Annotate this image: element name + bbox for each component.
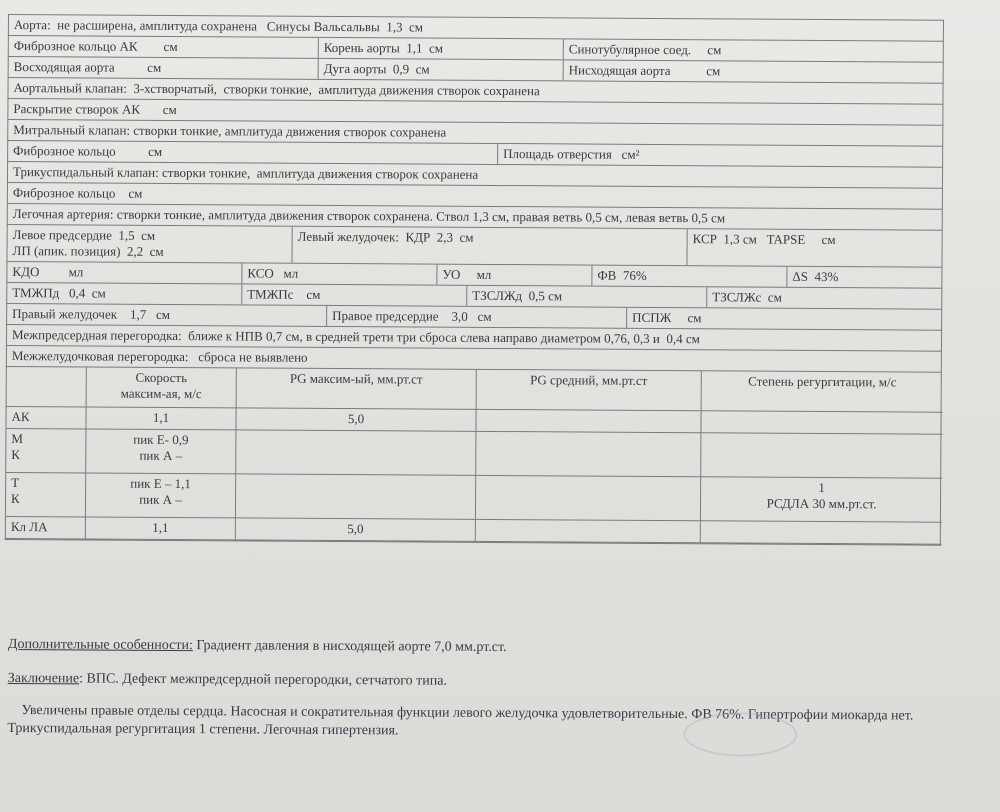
- tricuspid-valve: Трикуспидальный клапан: створки тонкие, амплитуда движения створок сохранена: [12, 164, 479, 182]
- ak-opening: Раскрытие створок АК см: [13, 101, 177, 118]
- extra-features: [8, 636, 968, 660]
- table-cell: [701, 411, 942, 434]
- echo-form: [5, 14, 944, 546]
- table-cell: 5,0: [236, 518, 476, 541]
- left-ventricle: Левый желудочек: КДР 2,3 см: [292, 227, 687, 265]
- asc-aorta: Восходящая аорта см: [9, 57, 319, 79]
- extra-text: Градиент давления в нисходящей аорте 7,0 мм.рт.ст.: [192, 638, 507, 656]
- table-cell: пик Е – 1,1 пик А –: [86, 473, 236, 518]
- row-la: [6, 225, 942, 268]
- conclusion-text: : ВПС. Дефект межпредсердной перегородки, сетчатого типа.: [79, 671, 447, 689]
- table-cell: [236, 430, 476, 475]
- right-atrium: Правое предсердие 3,0 см: [327, 306, 627, 328]
- mv-area: Площадь отверстия см²: [503, 146, 640, 162]
- table-header-cell: [7, 367, 87, 407]
- kdo: КДО мл: [7, 262, 242, 283]
- doppler-table: [5, 367, 942, 546]
- tmzhpd: ТМЖПд 0,4 см: [7, 283, 242, 304]
- stamp: [683, 712, 797, 757]
- table-cell: [476, 476, 701, 521]
- aortic-root: Корень аорты 1,1 см: [319, 38, 564, 59]
- aortic-arch: Дуга аорты 0,9 см: [319, 59, 564, 80]
- aorta-text: Аорта: не расширена, амплитуда сохранена Синусы Вальсальвы 1,3 см: [13, 17, 424, 35]
- interventricular-septum: Межжелудочковая перегородка: сброса не выявлено: [11, 348, 308, 365]
- uo: УО мл: [437, 265, 592, 286]
- left-atrium: [7, 225, 292, 263]
- conclusion-label: Заключение: [7, 670, 80, 687]
- la-apical: ЛП (апик. позиция) 2,2 см: [12, 243, 164, 259]
- table-cell: [236, 474, 476, 519]
- pspzh: ПСПЖ см: [632, 309, 702, 326]
- fib-ak: Фиброзное кольцо АК см: [9, 36, 319, 58]
- tv-fibrous-ring: Фиброзное кольцо см: [12, 185, 143, 201]
- table-cell: 1 РСДЛА 30 мм.рт.ст.: [701, 477, 942, 522]
- table-cell: Кл ЛА: [6, 517, 86, 539]
- table-cell: [701, 433, 942, 478]
- la-size: Левое предсердие 1,5 см: [12, 227, 156, 243]
- tmzhps: ТМЖПс см: [242, 284, 467, 305]
- desc-aorta: Нисходящая аорта см: [568, 62, 721, 79]
- kso: КСО мл: [242, 263, 437, 284]
- aortic-valve: Аортальный клапан: 3-хстворчатый, створки тонкие, амплитуда движения створок сохранена: [13, 80, 540, 99]
- extra-label: Дополнительные особенности:: [7, 637, 193, 654]
- ksr-tapse: КСР 1,3 см TAPSE см: [692, 231, 836, 248]
- stj: Синотубулярное соед. см: [568, 41, 722, 58]
- tzsld: ТЗСЛЖд 0,5 см: [467, 286, 707, 307]
- table-cell: [476, 410, 701, 433]
- conclusion: [8, 670, 968, 694]
- table-header-cell: PG средний, мм.рт.ст: [477, 370, 702, 411]
- mitral-valve: Митральный клапан: створки тонкие, амплитуда движения створок сохранена: [13, 122, 447, 140]
- right-ventricle: Правый желудочек 1,7 см: [7, 304, 327, 326]
- table-cell: АК: [6, 407, 86, 429]
- fv: ФВ 76%: [592, 266, 787, 287]
- delta-s: ΔS 43%: [792, 268, 839, 285]
- table-cell: пик Е- 0,9 пик А –: [86, 429, 236, 474]
- summary: Увеличены правые отделы сердца. Насосная и сократительная функции левого желудочка удовлетворительные. ФВ 76%. Гипертрофии миокарда нет. Трикуспидальная регургитация 1 степени. Легочная гипертензия.: [7, 703, 914, 739]
- notes: [7, 636, 968, 744]
- mv-fibrous-ring: Фиброзное кольцо см: [8, 141, 498, 164]
- table-header-cell: Степень регургитации, м/с: [702, 371, 943, 412]
- interatrial-septum: Межпредсердная перегородка: ближе к НПВ 0,7 см, в средней трети три сброса слева направо диаметром 0,76, 0,3 и 0,4 см: [11, 327, 700, 347]
- table-cell: 1,1: [86, 517, 236, 540]
- table-cell: [476, 432, 701, 477]
- table-cell: 5,0: [236, 408, 476, 431]
- pulmonary-artery: Легочная артерия: створки тонкие, амплитуда движения створок сохранена. Ствол 1,3 см, правая ветвь 0,5 см, левая ветвь 0,5 см: [12, 206, 726, 226]
- table-cell: [476, 520, 701, 543]
- table-header-cell: Скорость максим-ая, м/с: [87, 367, 237, 408]
- table-cell: [701, 521, 942, 544]
- table-cell: 1,1: [86, 407, 236, 430]
- table-cell: М К: [6, 429, 86, 473]
- table-header-cell: PG максим-ый, мм.рт.ст: [237, 368, 477, 409]
- tzsls: ТЗСЛЖс см: [712, 289, 782, 305]
- table-cell: Т К: [6, 473, 86, 517]
